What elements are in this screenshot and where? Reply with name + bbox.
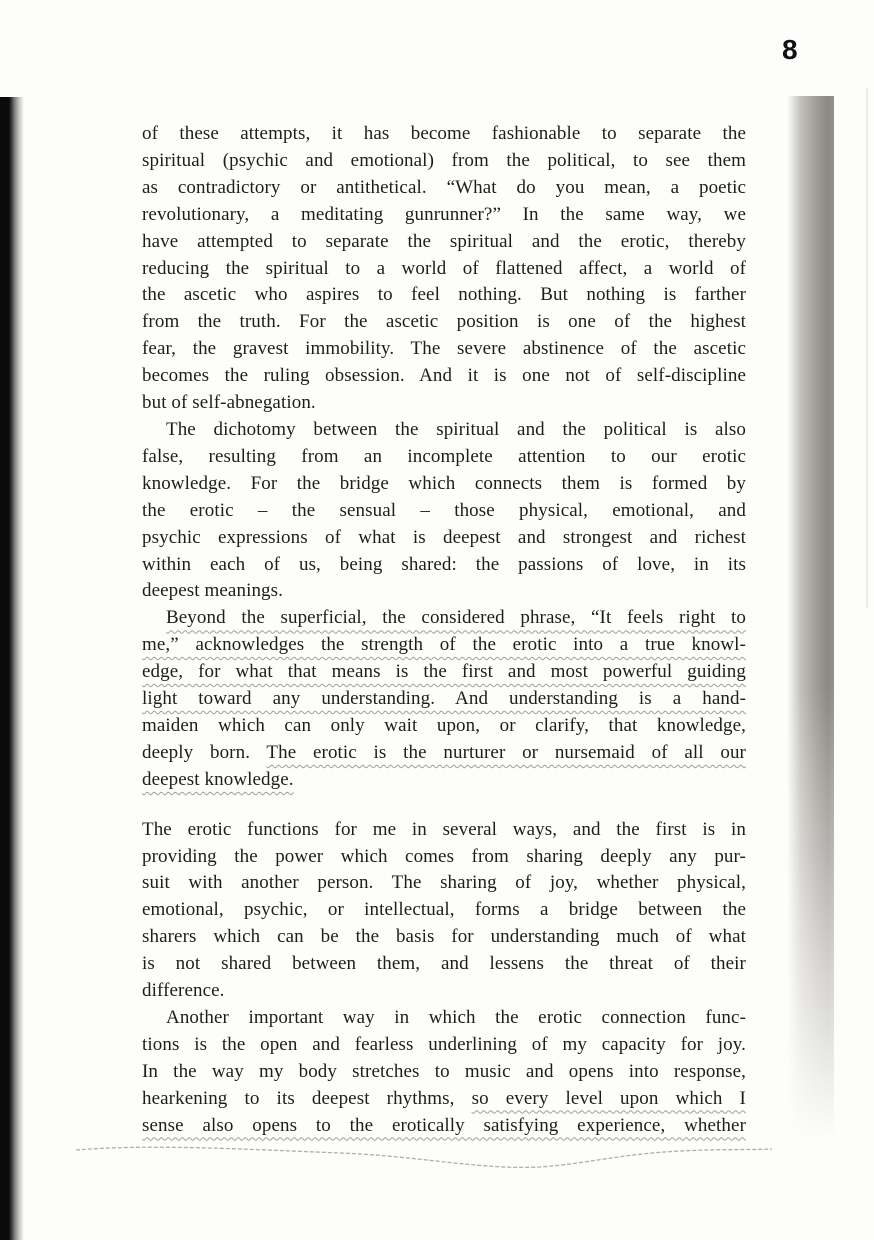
text-line <box>142 713 746 740</box>
text-line <box>142 552 746 579</box>
text-line <box>142 256 746 283</box>
pencil-underlined-text: edge, for what that means is the first and most powerful guiding <box>142 661 746 683</box>
text-block <box>142 121 746 1140</box>
text-segment: fear, the gravest immobility. The severe abstinence of the ascetic <box>142 338 746 360</box>
pencil-underlined-text: deepest knowledge. <box>142 768 294 790</box>
pencil-underlined-text: so every level upon which I <box>471 1087 746 1109</box>
text-line <box>142 924 746 951</box>
text-line <box>142 336 746 363</box>
text-line <box>142 498 746 525</box>
text-line <box>142 578 746 605</box>
text-segment: sharers which can be the basis for understanding much of what <box>142 926 746 948</box>
text-segment: hearkening to its deepest rhythms, <box>142 1087 472 1109</box>
text-line <box>142 282 746 309</box>
text-segment: maiden which can only wait upon, or clarify, that knowledge, <box>142 714 746 736</box>
text-segment: deepest meanings. <box>142 580 283 602</box>
left-page-edge-shadow <box>0 97 24 1240</box>
text-line <box>142 444 746 471</box>
paragraph <box>142 817 746 1005</box>
text-line <box>142 1005 746 1032</box>
pencil-flourish-underline <box>60 1134 790 1180</box>
text-line <box>142 632 746 659</box>
text-segment: tions is the open and fearless underlining of my capacity for joy. <box>142 1033 746 1055</box>
text-segment: have attempted to separate the spiritual and the erotic, thereby <box>142 230 746 252</box>
text-line <box>142 175 746 202</box>
text-line <box>142 363 746 390</box>
text-segment: deeply born. <box>142 741 267 763</box>
text-segment: providing the power which comes from sharing deeply any pur- <box>142 845 746 867</box>
text-line <box>142 659 746 686</box>
paragraph <box>142 605 746 793</box>
text-line <box>142 686 746 713</box>
pencil-underlined-text: sense also opens to the erotically satisfying experience, whether <box>142 1114 746 1136</box>
paragraph <box>142 121 746 417</box>
text-segment: emotional, psychic, or intellectual, forms a bridge between the <box>142 899 746 921</box>
text-line <box>142 309 746 336</box>
page-number: 8 <box>782 34 798 65</box>
paragraph <box>142 1005 746 1140</box>
text-segment: the erotic – the sensual – those physical, emotional, and <box>142 499 746 521</box>
text-segment: becomes the ruling obsession. And it is one not of self-discipline <box>142 365 746 387</box>
text-line <box>142 817 746 844</box>
text-segment: The erotic functions for me in several ways, and the first is in <box>142 818 746 840</box>
text-line <box>142 390 746 417</box>
text-line <box>142 605 746 632</box>
scan-streak-artifact <box>866 88 868 608</box>
text-segment: suit with another person. The sharing of joy, whether physical, <box>142 872 746 894</box>
pencil-underlined-text: me,” acknowledges the strength of the erotic into a true knowl- <box>142 634 746 656</box>
text-line <box>142 525 746 552</box>
text-line <box>142 229 746 256</box>
text-line <box>142 767 746 794</box>
pencil-underlined-text: light toward any understanding. And understanding is a hand- <box>142 688 746 710</box>
text-line <box>142 951 746 978</box>
text-line <box>142 417 746 444</box>
text-line <box>142 740 746 767</box>
text-segment: is not shared between them, and lessens the threat of their <box>142 953 746 975</box>
text-line <box>142 978 746 1005</box>
text-segment: spiritual (psychic and emotional) from the political, to see them <box>142 149 746 171</box>
text-line <box>142 870 746 897</box>
text-segment: difference. <box>142 980 225 1002</box>
text-line <box>142 1059 746 1086</box>
text-segment: In the way my body stretches to music and opens into response, <box>142 1060 746 1082</box>
text-line <box>142 202 746 229</box>
paragraph <box>142 417 746 605</box>
text-line <box>142 1113 746 1140</box>
text-segment: reducing the spiritual to a world of flattened affect, a world of <box>142 257 746 279</box>
pencil-underlined-text: Beyond the superficial, the considered phrase, “It feels right to <box>166 607 746 629</box>
text-segment: but of self-abnegation. <box>142 392 316 414</box>
text-segment: of these attempts, it has become fashionable to separate the <box>142 123 746 144</box>
text-segment: as contradictory or antithetical. “What do you mean, a poetic <box>142 176 746 198</box>
text-segment: knowledge. For the bridge which connects them is formed by <box>142 472 746 494</box>
pencil-underlined-text: The erotic is the nurturer or nursemaid of all our <box>266 741 746 763</box>
text-line <box>142 897 746 924</box>
text-segment: revolutionary, a meditating gunrunner?” In the same way, we <box>142 203 746 225</box>
text-line <box>142 148 746 175</box>
text-line <box>142 1032 746 1059</box>
right-page-edge-shadow <box>787 96 834 1171</box>
text-segment: psychic expressions of what is deepest and strongest and richest <box>142 526 746 548</box>
text-segment: from the truth. For the ascetic position is one of the highest <box>142 311 746 333</box>
text-segment: The dichotomy between the spiritual and the political is also <box>166 418 746 440</box>
text-line <box>142 1086 746 1113</box>
text-segment: within each of us, being shared: the passions of love, in its <box>142 553 746 575</box>
text-segment: false, resulting from an incomplete attention to our erotic <box>142 445 746 467</box>
text-line <box>142 471 746 498</box>
text-segment: Another important way in which the erotic connection func- <box>166 1007 746 1028</box>
text-line <box>142 844 746 871</box>
text-segment: the ascetic who aspires to feel nothing. But nothing is farther <box>142 284 746 306</box>
text-line <box>142 121 746 148</box>
